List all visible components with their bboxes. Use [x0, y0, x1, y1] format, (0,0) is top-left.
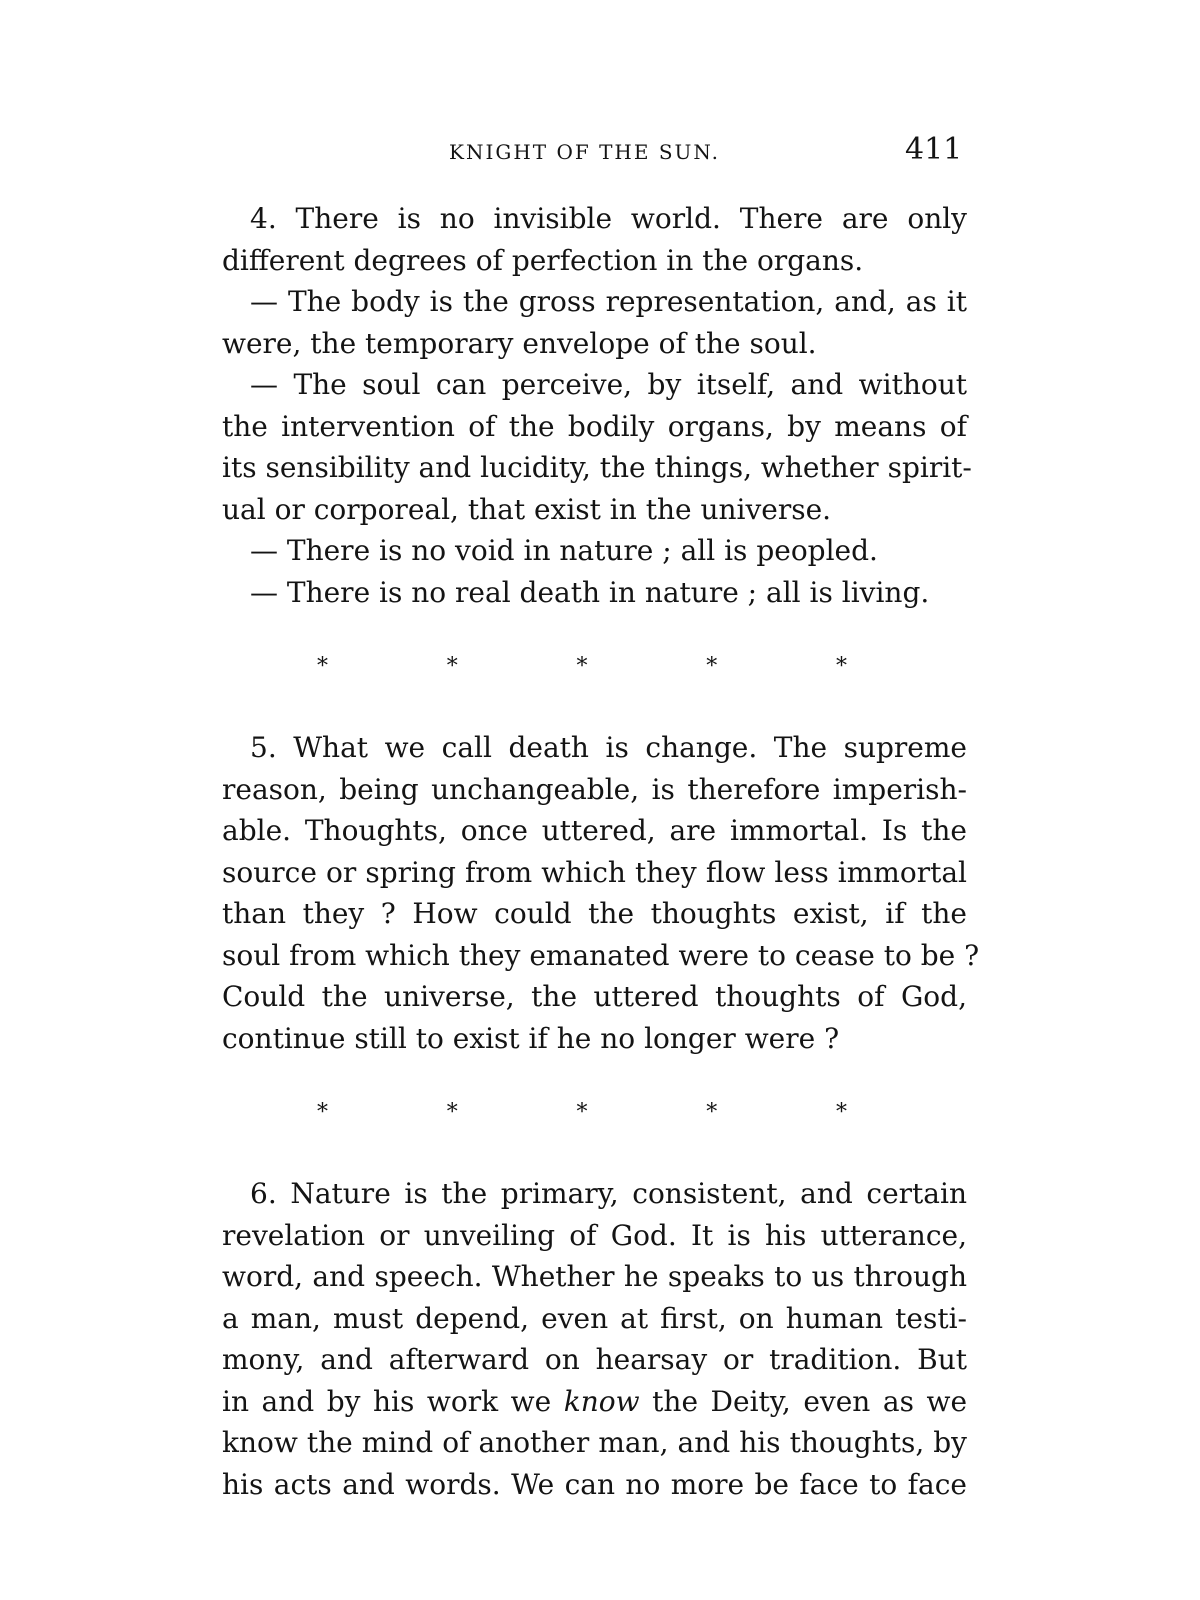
divider-asterisk: * — [446, 1100, 458, 1125]
text-line: — There is no void in nature ; all is peopled. — [250, 534, 878, 567]
text-line: its sensibility and lucidity, the things, whether spirit- — [222, 451, 972, 484]
text-line: Could the universe, the uttered thoughts of God, — [222, 980, 967, 1013]
text-line: reason, being unchangeable, is therefore imperish- — [222, 772, 967, 806]
text-line: able. Thoughts, once uttered, are immortal. Is the — [222, 814, 967, 847]
running-head: KNIGHT OF THE SUN. — [449, 140, 720, 164]
divider-asterisk: * — [317, 654, 328, 679]
text-line: continue still to exist if he no longer were ? — [222, 1021, 840, 1055]
paragraph-4 — [222, 198, 972, 613]
paragraph-6 — [222, 1173, 967, 1505]
text-line: were, the temporary envelope of the soul. — [222, 326, 817, 360]
divider-asterisk: * — [706, 654, 718, 679]
text-fragment: in and by his work we — [222, 1384, 552, 1418]
text-line: his acts and words. We can no more be face to face — [222, 1467, 967, 1501]
text-line: — The soul can perceive, by itself, and without — [250, 368, 967, 401]
text-line: ual or corporeal, that exist in the universe. — [222, 492, 832, 526]
text-line: — There is no real death in nature ; all is living. — [250, 575, 930, 609]
text-line: source or spring from which they flow less immortal — [222, 855, 967, 889]
text-line: mony, and afterward on hearsay or tradition. But — [222, 1343, 967, 1376]
paragraph-5 — [222, 727, 980, 1059]
divider-asterisk: * — [706, 1100, 718, 1125]
text-line: — The body is the gross representation, and, as it — [250, 285, 967, 318]
text-line: soul from which they emanated were to cease to be ? — [222, 938, 980, 972]
text-fragment: the Deity, even as we — [652, 1384, 968, 1418]
page-body — [222, 198, 980, 1505]
section-divider — [222, 637, 967, 697]
divider-asterisk: * — [317, 1100, 328, 1125]
text-line: 4. There is no invisible world. There are only — [250, 202, 967, 235]
emphasized-word: know — [563, 1384, 640, 1418]
text-line: know the mind of another man, and his thoughts, by — [222, 1426, 967, 1459]
text-line: 5. What we call death is change. The supreme — [250, 731, 967, 764]
text-line: word, and speech. Whether he speaks to us through — [222, 1260, 967, 1293]
text-line-with-emphasis — [222, 1381, 967, 1423]
text-line: the intervention of the bodily organs, by means of — [222, 409, 967, 443]
text-line: revelation or unveiling of God. It is his utterance, — [222, 1218, 967, 1252]
text-line: than they ? How could the thoughts exist, if the — [222, 897, 967, 930]
divider-asterisk: * — [836, 1100, 847, 1125]
divider-asterisk: * — [446, 654, 458, 679]
text-line: 6. Nature is the primary, consistent, and certain — [250, 1177, 967, 1210]
page-number: 411 — [905, 132, 963, 167]
text-line: different degrees of perfection in the organs. — [222, 243, 864, 277]
text-line: a man, must depend, even at first, on human testi- — [222, 1301, 967, 1335]
divider-asterisk: * — [576, 1100, 588, 1125]
divider-asterisk: * — [576, 654, 588, 679]
section-divider — [222, 1083, 967, 1143]
divider-asterisk: * — [836, 654, 847, 679]
